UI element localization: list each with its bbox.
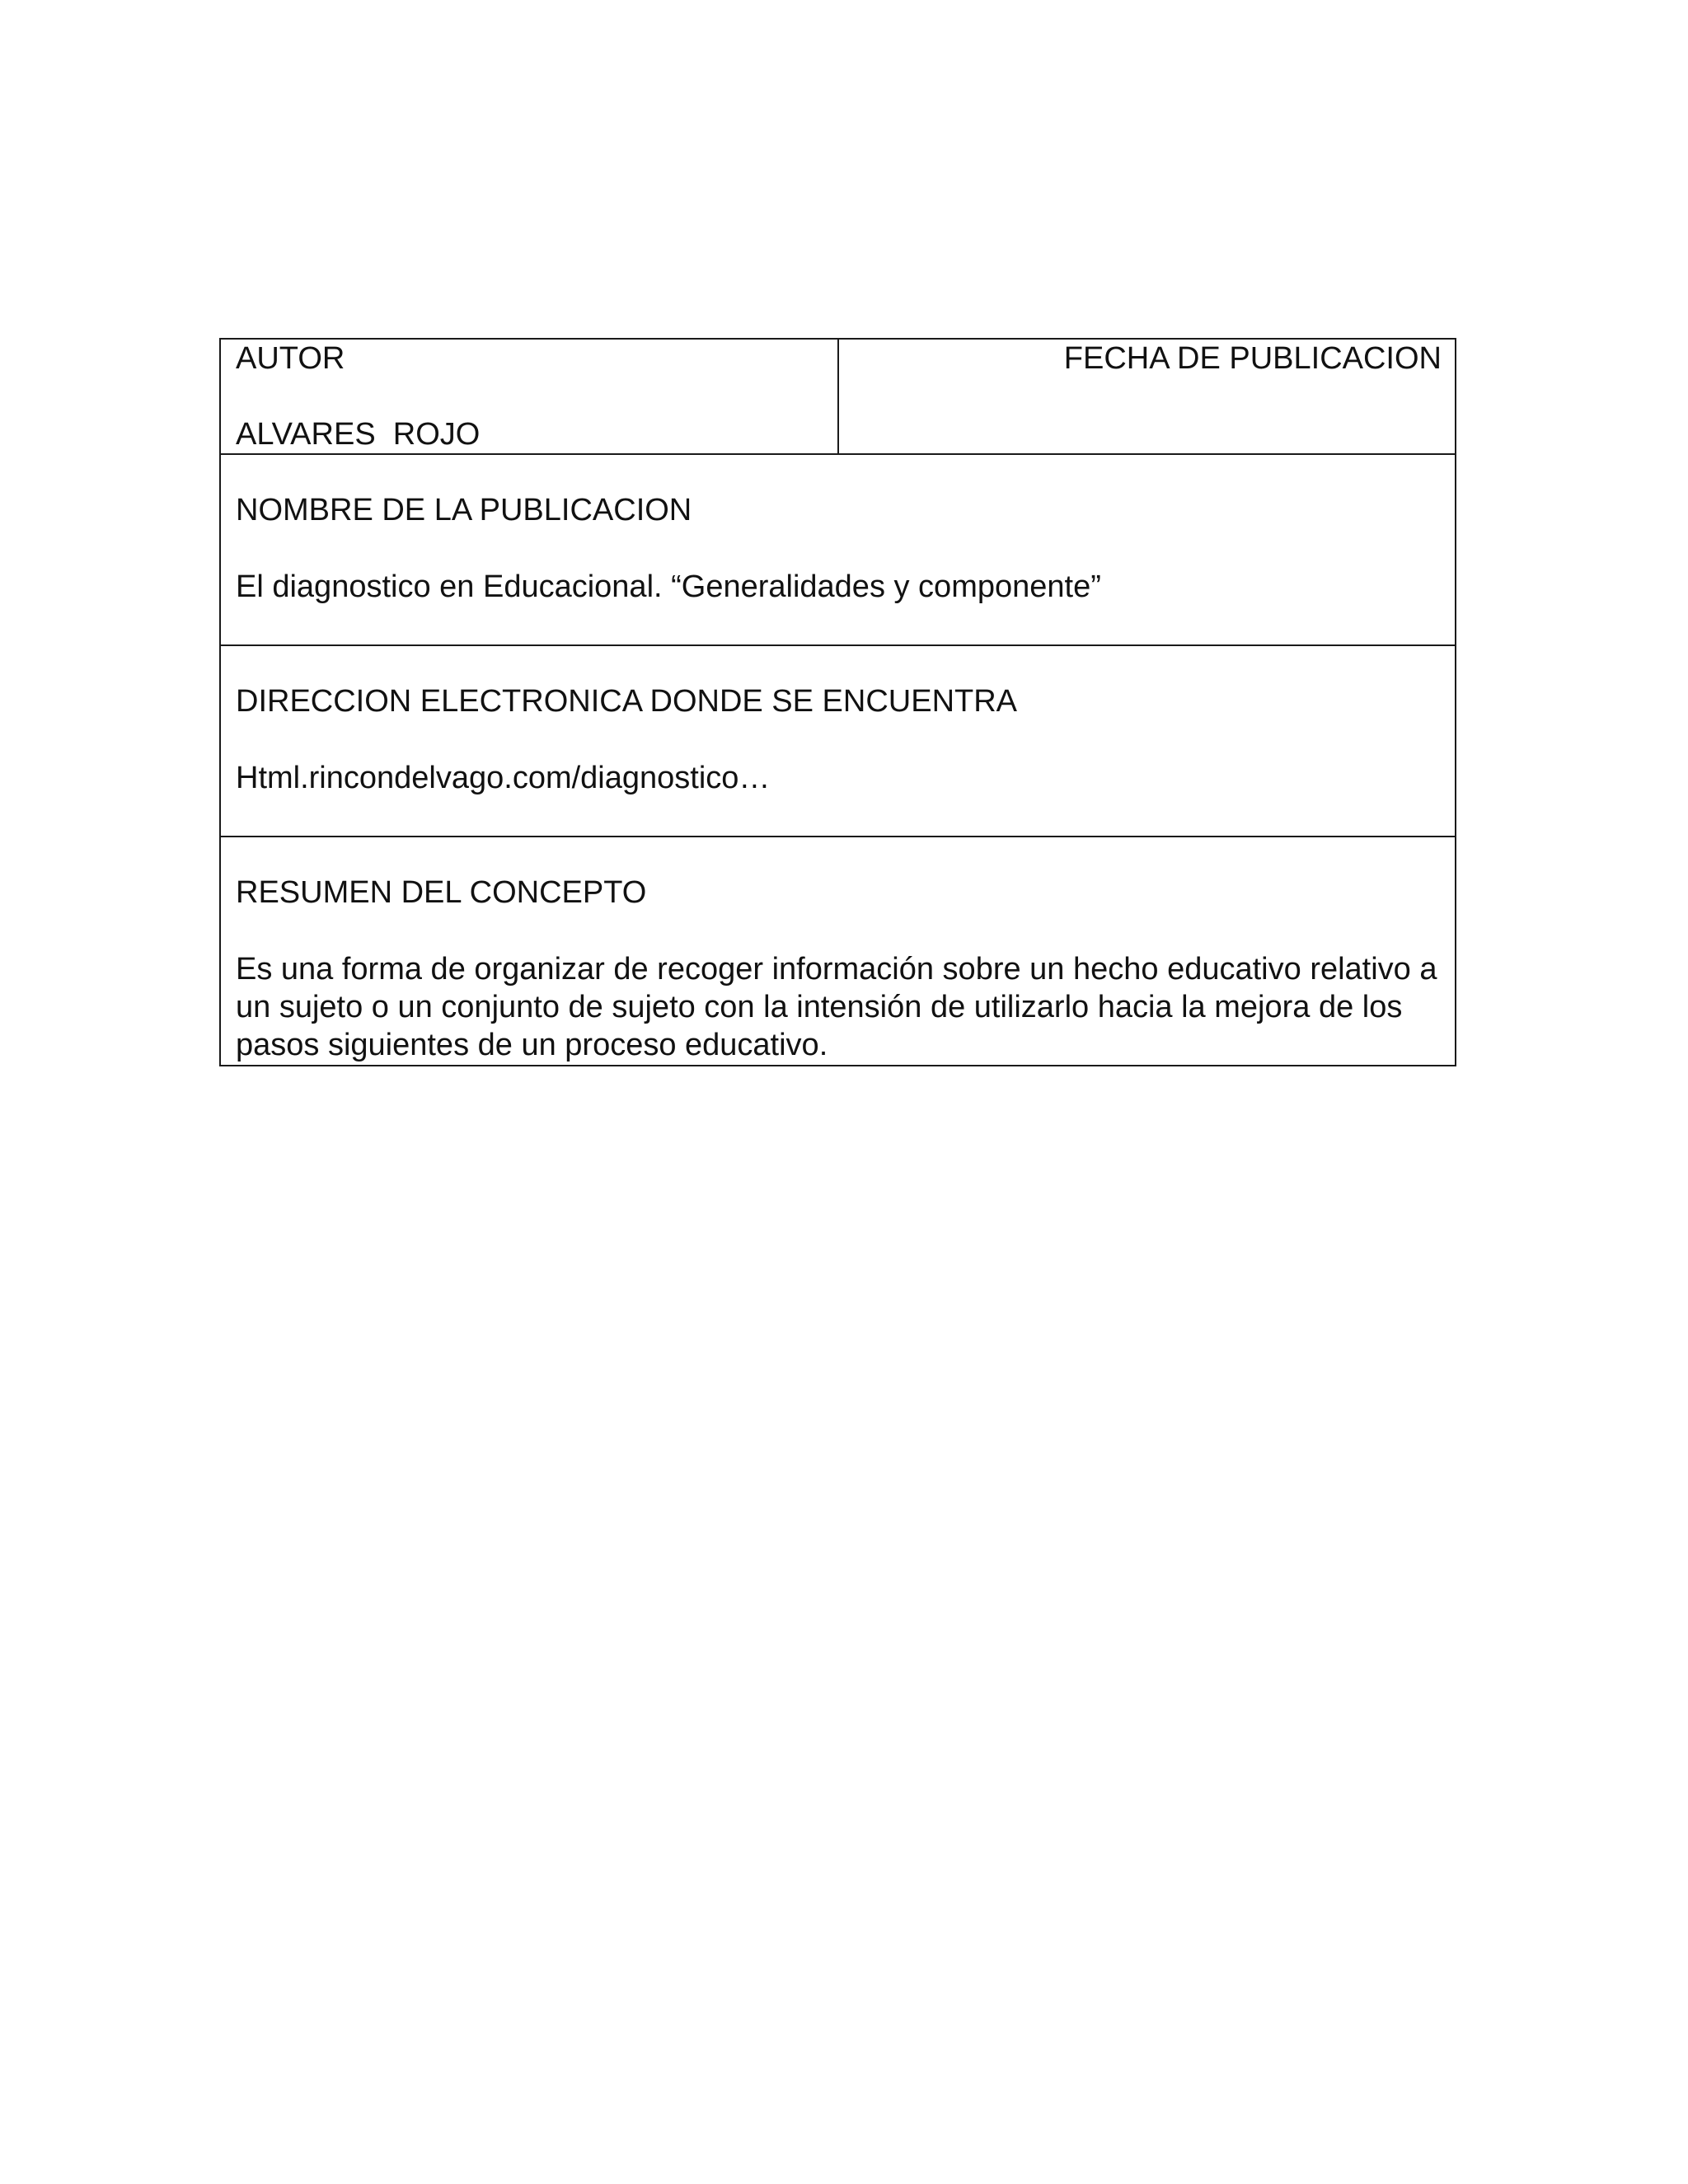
publication-name-row: [221, 455, 1455, 646]
author-cell: [221, 340, 839, 453]
author-value: ALVARES ROJO: [236, 417, 481, 452]
url-value: Html.rincondelvago.com/diagnostico…: [236, 761, 771, 795]
summary-label: RESUMEN DEL CONCEPTO: [236, 875, 647, 910]
summary-row: [221, 837, 1455, 1065]
publication-value: El diagnostico en Educacional. “Generalidades y componente”: [236, 569, 1101, 604]
summary-value: Es una forma de organizar de recoger información sobre un hecho educativo relativo a un sujeto o un conjunto de sujeto con la intensión de utilizarlo hacia la mejora de los pasos siguientes de un proceso educativo.: [236, 952, 1437, 1062]
publication-label: NOMBRE DE LA PUBLICACION: [236, 493, 692, 527]
bibliographic-record-table: [219, 338, 1456, 1066]
author-date-row: [221, 340, 1455, 455]
url-label: DIRECCION ELECTRONICA DONDE SE ENCUENTRA: [236, 684, 1018, 719]
date-cell: [839, 340, 1455, 453]
date-label: FECHA DE PUBLICACION: [1063, 341, 1442, 376]
electronic-address-row: [221, 646, 1455, 837]
author-label: AUTOR: [236, 341, 345, 376]
